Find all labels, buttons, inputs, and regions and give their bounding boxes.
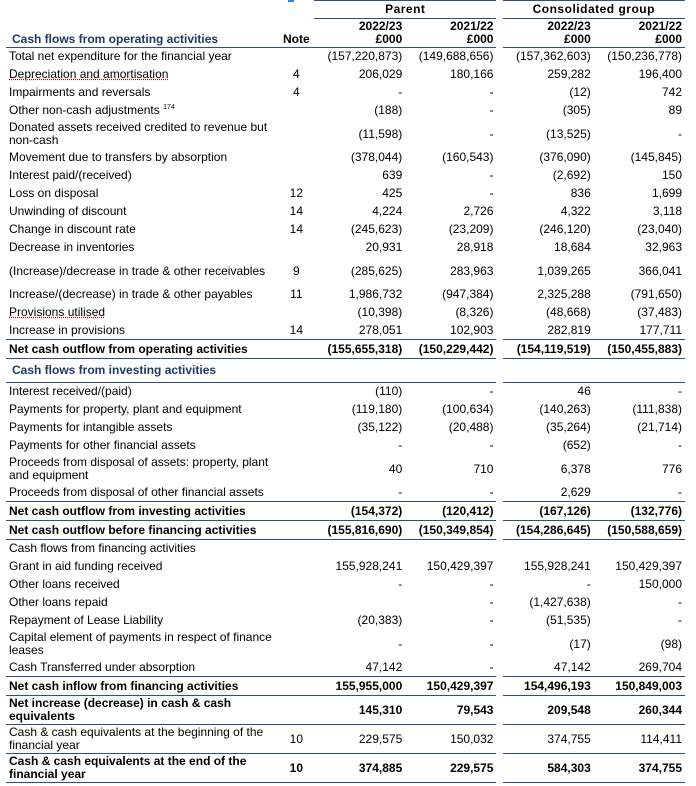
value-parent-2223: (119,180) — [351, 402, 403, 416]
row-label: Other loans received — [9, 577, 120, 591]
row-note — [279, 558, 314, 576]
value-group-2122: 114,411 — [594, 725, 685, 754]
value-parent-2223: - — [398, 484, 403, 499]
value-parent-2223: 206,029 — [358, 67, 403, 81]
value-group-2223: - — [586, 577, 591, 591]
row-label: Repayment of Lease Liability — [9, 613, 164, 627]
year-row — [6, 19, 685, 32]
value-parent-2223: (20,383) — [357, 613, 403, 627]
value-parent-2223: - — [398, 577, 403, 591]
value-group-2122: 269,704 — [638, 659, 682, 674]
value-parent-2122: - — [489, 577, 494, 591]
value-group-2223: 46 — [503, 383, 594, 401]
row-label: Depreciation and amortisation — [9, 67, 169, 81]
year-col-4: 2021/22 £000 — [594, 19, 685, 48]
value-parent-2122: - — [489, 168, 494, 182]
value-group-2122: 89 — [668, 103, 682, 117]
value-group-2223: (167,126) — [503, 502, 594, 521]
value-parent-2122: (150,229,442) — [405, 340, 496, 359]
value-parent-2223: 4,224 — [372, 204, 403, 218]
row-note — [279, 612, 314, 630]
row-label: Cash & cash equivalents at the beginning of the financial year — [6, 725, 279, 754]
row-label: Proceeds from disposal of other financial assets — [9, 484, 264, 499]
total-row — [6, 725, 685, 754]
value-group-2223: 1,039,265 — [537, 263, 591, 278]
value-group-2122: 150 — [661, 168, 682, 182]
value-parent-2122: 2,726 — [463, 204, 494, 218]
row-note — [279, 419, 314, 437]
row-note: 12 — [289, 186, 303, 200]
value-parent-2122: - — [489, 186, 494, 200]
row-label: Donated assets received credited to revenue but non-cash — [9, 120, 268, 147]
section-title-operating: Cash flows from operating activities — [12, 31, 219, 46]
value-group-2122: 150,429,397 — [615, 559, 682, 573]
value-parent-2223: 374,885 — [314, 754, 405, 783]
group-parent: Parent — [314, 1, 496, 19]
value-parent-2223: 229,575 — [314, 725, 405, 754]
row-label: Change in discount rate — [9, 222, 136, 236]
value-group-2223: (12) — [569, 85, 591, 99]
value-parent-2223: (245,623) — [350, 222, 403, 236]
table-row — [6, 558, 685, 576]
value-parent-2122: 180,166 — [450, 67, 494, 81]
value-parent-2122: (20,488) — [448, 420, 494, 434]
value-parent-2223: 20,931 — [365, 240, 403, 254]
value-group-2223: 836 — [570, 186, 591, 200]
value-group-2122: (23,040) — [637, 222, 682, 236]
row-label: Increase in provisions — [9, 322, 126, 337]
row-note — [279, 120, 314, 149]
total-row — [6, 502, 685, 521]
table-row — [6, 48, 685, 66]
table-row — [6, 149, 685, 167]
table-row — [6, 239, 685, 257]
value-group-2122: (145,845) — [630, 150, 682, 164]
value-group-2223: 209,548 — [503, 696, 594, 725]
value-group-2122: 177,711 — [639, 322, 682, 337]
value-group-2122: (150,455,883) — [594, 340, 685, 359]
row-note — [279, 304, 314, 322]
value-group-2122: 150,849,003 — [594, 677, 685, 696]
row-note — [279, 149, 314, 167]
value-parent-2122: (120,412) — [405, 502, 496, 521]
table-row — [6, 66, 685, 84]
value-group-2223: (48,668) — [546, 305, 591, 319]
value-parent-2122: - — [489, 636, 494, 651]
row-note: 4 — [292, 67, 300, 81]
value-parent-2122: (150,349,854) — [405, 521, 496, 540]
value-parent-2122: - — [489, 659, 494, 674]
year-col-1: 2022/23 £000 — [314, 19, 405, 48]
value-group-2223: (17) — [569, 636, 591, 651]
row-label: Grant in aid funding received — [9, 559, 163, 573]
row-note — [279, 48, 314, 66]
total-row — [6, 677, 685, 696]
table-row — [6, 630, 685, 659]
value-parent-2122: (160,543) — [442, 150, 494, 164]
value-group-2122: (111,838) — [632, 402, 682, 416]
value-group-2223: (157,362,603) — [503, 48, 594, 66]
row-note: 14 — [289, 204, 303, 218]
value-group-2122: 742 — [661, 85, 682, 99]
value-group-2122: - — [678, 484, 682, 499]
value-group-2223: 374,755 — [503, 725, 594, 754]
row-label: Interest paid/(received) — [9, 168, 132, 182]
section-investing-row — [6, 359, 685, 383]
row-label: Capital element of payments in respect of finance leases — [9, 630, 272, 657]
value-group-2223: 259,282 — [547, 67, 591, 81]
table-row — [6, 257, 685, 286]
value-parent-2122: (947,384) — [442, 287, 494, 301]
year-col-3: 2022/23 £000 — [503, 19, 594, 48]
row-label: Other non-cash adjustments $^{174}$ — [9, 103, 175, 117]
value-parent-2223: 145,310 — [314, 696, 405, 725]
value-group-2122: (132,776) — [594, 502, 685, 521]
row-label: Net cash inflow from financing activities — [6, 677, 279, 696]
table-row — [6, 120, 685, 149]
value-parent-2223: 40 — [388, 461, 403, 476]
value-parent-2122: (100,634) — [442, 402, 494, 416]
value-group-2122: - — [678, 438, 682, 452]
value-group-2122: 32,963 — [645, 240, 682, 254]
row-label: (Increase)/decrease in trade & other receivables — [9, 263, 266, 278]
value-group-2122: (150,588,659) — [594, 521, 685, 540]
value-group-2223: (140,263) — [539, 402, 591, 416]
value-group-2223: 154,496,193 — [503, 677, 594, 696]
section-title: Cash flows from investing activities — [12, 363, 217, 377]
year-col-2: 2021/22 £000 — [405, 19, 496, 48]
total-row — [6, 696, 685, 725]
value-group-2122: 196,400 — [638, 67, 682, 81]
value-group-2223: (154,119,519) — [503, 340, 594, 359]
value-group-2122: (37,483) — [637, 305, 682, 319]
row-note — [279, 340, 314, 359]
row-label: Net cash outflow before financing activities — [6, 521, 279, 540]
value-parent-2223: (157,220,873) — [314, 48, 405, 66]
value-group-2223: 47,142 — [554, 659, 591, 674]
value-group-2122: 1,699 — [651, 186, 682, 200]
total-row — [6, 754, 685, 783]
row-note — [279, 630, 314, 659]
value-group-2223: 584,303 — [503, 754, 594, 783]
table-row — [6, 102, 685, 120]
value-parent-2223: 1,986,732 — [348, 287, 403, 301]
value-parent-2223: - — [398, 85, 403, 99]
value-parent-2223: (285,625) — [350, 263, 403, 278]
value-parent-2223: 47,142 — [365, 659, 403, 674]
value-group-2122: 150,000 — [638, 577, 682, 591]
row-note: 14 — [289, 222, 303, 236]
value-group-2223: (154,286,645) — [503, 521, 594, 540]
table-row — [6, 167, 685, 185]
value-parent-2122: - — [489, 85, 494, 99]
group-consolidated: Consolidated group — [503, 1, 685, 19]
row-label: Proceeds from disposal of assets: property, plant and equipment — [9, 455, 269, 482]
value-group-2122: - — [678, 613, 682, 627]
row-note: 10 — [279, 725, 314, 754]
value-parent-2122: 28,918 — [456, 240, 494, 254]
value-parent-2223: (188) — [374, 103, 403, 117]
value-parent-2122: 150,032 — [405, 725, 496, 754]
value-parent-2122: 229,575 — [405, 754, 496, 783]
row-label: Cash Transferred under absorption — [9, 659, 196, 674]
value-parent-2122: - — [489, 103, 494, 117]
row-note — [279, 521, 314, 540]
value-parent-2122: 150,429,397 — [426, 559, 494, 573]
row-note: 9 — [292, 263, 300, 278]
row-label: Total net expenditure for the financial year — [6, 48, 279, 66]
value-parent-2223: (11,598) — [358, 126, 403, 141]
value-group-2223: 18,684 — [554, 240, 591, 254]
row-label: Cash & cash equivalents at the end of the financial year — [6, 754, 279, 783]
value-group-2122: - — [678, 595, 682, 609]
value-group-2223: 155,928,241 — [524, 559, 591, 573]
value-parent-2223: - — [398, 636, 403, 651]
value-group-2122: (21,714) — [637, 420, 682, 434]
value-parent-2122: 710 — [473, 461, 494, 476]
value-group-2223: (305) — [562, 103, 591, 117]
value-parent-2223: (378,044) — [350, 150, 403, 164]
value-group-2223: 4,322 — [560, 204, 591, 218]
table-row — [6, 401, 685, 419]
row-note: 14 — [289, 322, 303, 337]
table-row — [6, 304, 685, 322]
value-parent-2223: (154,372) — [314, 502, 405, 521]
value-parent-2223: (35,122) — [357, 420, 403, 434]
total-row — [6, 340, 685, 359]
row-note — [279, 401, 314, 419]
value-parent-2223: - — [398, 438, 403, 452]
row-label: Payments for other financial assets — [9, 438, 196, 452]
total-row — [6, 521, 685, 540]
value-parent-2122: (8,326) — [455, 305, 494, 319]
row-note — [279, 576, 314, 594]
row-note — [279, 383, 314, 401]
row-note — [279, 677, 314, 696]
value-parent-2122: 79,543 — [405, 696, 496, 725]
value-parent-2223: 155,928,241 — [335, 559, 403, 573]
row-label: Decrease in inventories — [9, 240, 135, 254]
row-label: Increase/(decrease) in trade & other payables — [9, 287, 253, 301]
row-note — [279, 696, 314, 725]
value-group-2223: (51,535) — [546, 613, 591, 627]
value-group-2223: 282,819 — [547, 322, 591, 337]
table-row — [6, 383, 685, 401]
table-row — [6, 612, 685, 630]
value-group-2223: 2,325,288 — [537, 287, 591, 301]
value-parent-2223: 639 — [382, 168, 403, 182]
value-parent-2122: (23,209) — [448, 222, 494, 236]
row-label: Provisions utilised — [9, 305, 106, 319]
value-group-2122: - — [594, 383, 685, 401]
table-row — [6, 594, 685, 612]
row-label: Movement due to transfers by absorption — [9, 150, 228, 164]
value-parent-2223: (10,398) — [357, 305, 403, 319]
value-group-2223: 2,629 — [560, 484, 591, 499]
table-row — [6, 659, 685, 677]
row-label: Other loans repaid — [9, 595, 108, 609]
value-parent-2122: - — [489, 595, 494, 609]
footnote-ref: 174 — [163, 104, 175, 111]
value-group-2223: (35,264) — [546, 420, 591, 434]
note-header: Note — [282, 31, 310, 46]
table-row — [6, 576, 685, 594]
table-row — [6, 322, 685, 340]
row-note — [279, 167, 314, 185]
value-parent-2122: - — [489, 126, 494, 141]
row-note — [279, 102, 314, 120]
value-group-2122: - — [678, 126, 682, 141]
value-parent-2223: 278,051 — [358, 322, 403, 337]
value-parent-2223: (155,816,690) — [314, 521, 405, 540]
value-parent-2223: 155,955,000 — [314, 677, 405, 696]
value-parent-2122: 102,903 — [450, 322, 494, 337]
value-group-2223: (246,120) — [539, 222, 591, 236]
value-parent-2223: (110) — [314, 383, 405, 401]
value-group-2223: (376,090) — [539, 150, 591, 164]
value-group-2223: (2,692) — [552, 168, 591, 182]
value-parent-2122: - — [489, 613, 494, 627]
row-label: Net cash outflow from operating activities — [6, 340, 279, 359]
table-row — [6, 419, 685, 437]
row-note — [279, 437, 314, 455]
value-parent-2122: - — [405, 383, 496, 401]
row-label: Net cash outflow from investing activities — [6, 502, 279, 521]
value-group-2223: (13,525) — [546, 126, 591, 141]
value-group-2122: 3,118 — [652, 204, 682, 218]
row-note — [279, 484, 314, 502]
value-parent-2122: 150,429,397 — [405, 677, 496, 696]
value-parent-2223 — [314, 594, 405, 612]
value-group-2122: 374,755 — [594, 754, 685, 783]
value-group-2223: (652) — [562, 438, 591, 452]
row-note — [279, 239, 314, 257]
table-row — [6, 437, 685, 455]
row-note — [279, 659, 314, 677]
row-label: Interest received/(paid) — [6, 383, 279, 401]
row-label: Net increase (decrease) in cash & cash equivalents — [6, 696, 279, 725]
section-financing-row — [6, 540, 685, 558]
row-label: Unwinding of discount — [9, 204, 127, 218]
section-title: Cash flows from financing activities — [9, 541, 196, 556]
value-group-2223: (1,427,638) — [529, 595, 591, 609]
row-note — [279, 455, 314, 484]
row-note: 11 — [290, 287, 303, 301]
value-parent-2122: (149,688,656) — [405, 48, 496, 66]
value-parent-2122: 283,963 — [450, 263, 494, 278]
row-note: 4 — [292, 85, 300, 99]
row-label: Loss on disposal — [9, 186, 99, 200]
table-row — [6, 455, 685, 484]
row-note — [279, 594, 314, 612]
table-row — [6, 185, 685, 203]
value-group-2122: (98) — [660, 636, 682, 651]
cash-flow-table — [6, 0, 685, 783]
value-group-2122: 260,344 — [594, 696, 685, 725]
group-header-row — [6, 1, 685, 19]
value-group-2122: (791,650) — [630, 287, 682, 301]
table-row — [6, 84, 685, 102]
row-label: Impairments and reversals — [9, 85, 151, 99]
row-label: Payments for property, plant and equipment — [9, 402, 242, 416]
row-note — [279, 502, 314, 521]
value-group-2122: 776 — [661, 461, 682, 476]
value-group-2223: 6,378 — [560, 461, 591, 476]
value-group-2122: (150,236,778) — [594, 48, 685, 66]
table-row — [6, 286, 685, 304]
row-label: Payments for intangible assets — [9, 420, 173, 434]
value-parent-2223: 425 — [382, 186, 403, 200]
value-parent-2122: - — [489, 484, 494, 499]
value-group-2122: 366,041 — [638, 263, 682, 278]
value-parent-2223: (155,655,318) — [314, 340, 405, 359]
value-parent-2122: - — [489, 438, 494, 452]
decorative-mark — [288, 0, 294, 2]
table-row — [6, 484, 685, 502]
row-note: 10 — [279, 754, 314, 783]
table-row — [6, 221, 685, 239]
table-row — [6, 203, 685, 221]
